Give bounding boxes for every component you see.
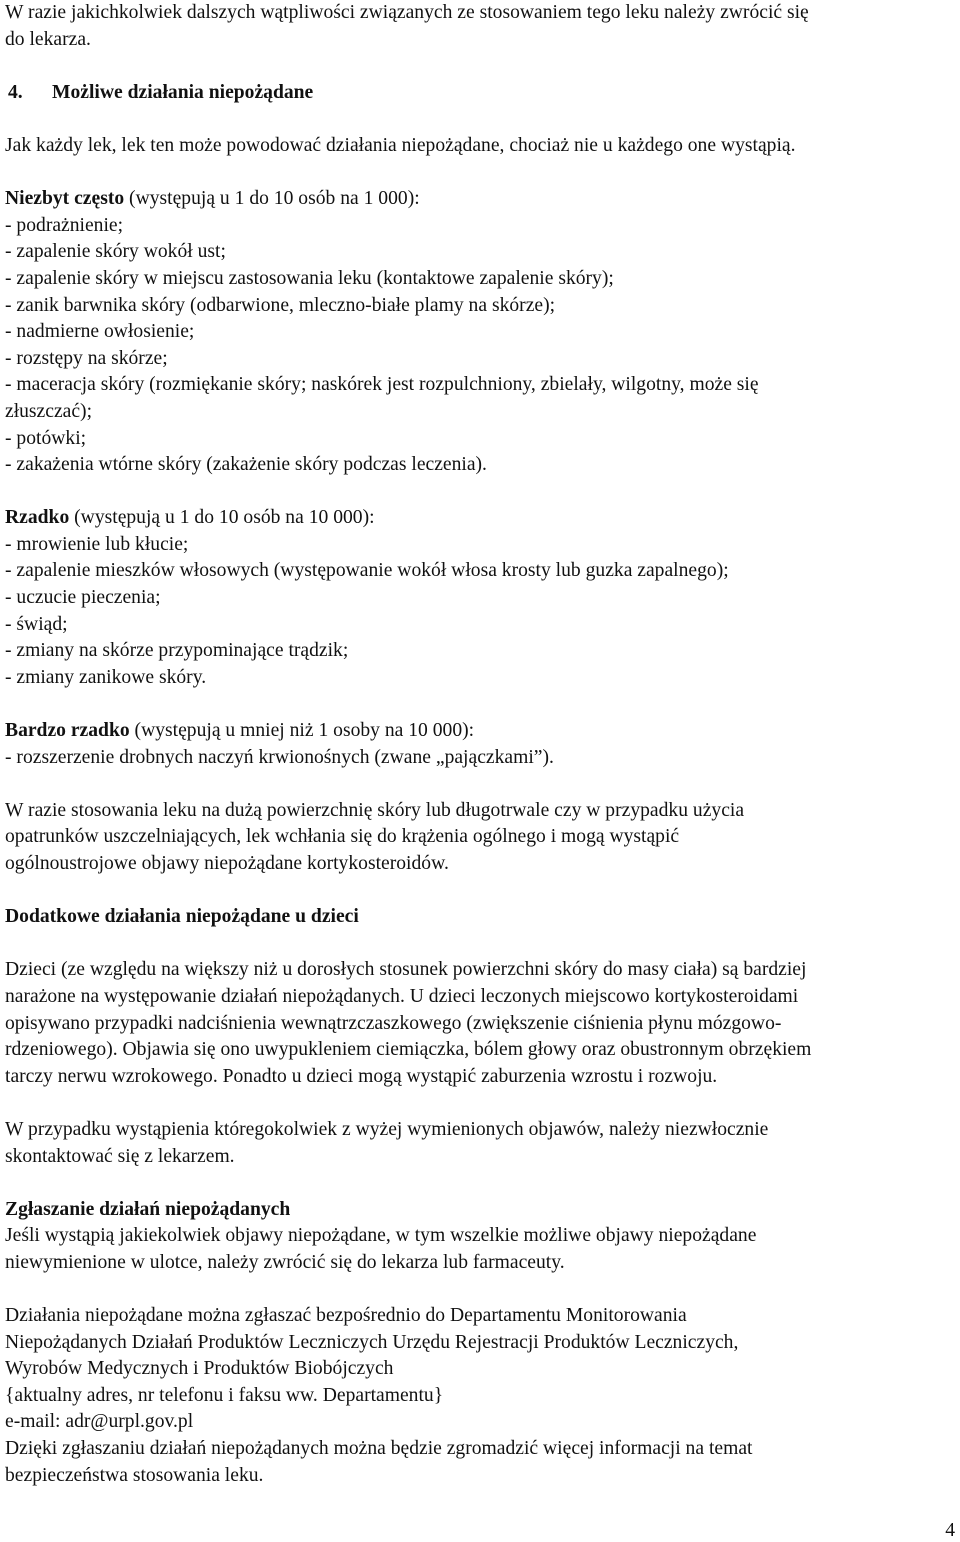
text-line: Dzieci (ze względu na większy niż u dorosłych stosunek powierzchni skóry do masy ciała) są bardziej bbox=[5, 959, 807, 981]
text-line: W przypadku wystąpienia któregokolwiek z wyżej wymienionych objawów, należy niezwłocznie bbox=[5, 1118, 769, 1140]
frequency-label: Niezbyt często bbox=[5, 188, 125, 210]
list-item: - rozstępy na skórze; bbox=[5, 347, 168, 369]
text-line: ogólnoustrojowe objawy niepożądane kortykosteroidów. bbox=[5, 853, 449, 874]
section-heading bbox=[5, 80, 955, 107]
list-item: - mrowienie lub kłucie; bbox=[5, 533, 189, 555]
very-rare-effects bbox=[5, 718, 955, 771]
text-line: bezpieczeństwa stosowania leku. bbox=[5, 1464, 264, 1486]
reporting-section bbox=[5, 1197, 955, 1277]
authority-paragraph bbox=[5, 1303, 955, 1489]
text-line: Wyrobów Medycznych i Produktów Biobójczych bbox=[5, 1358, 394, 1380]
text-line: Dzięki zgłaszaniu działań niepożądanych można będzie zgromadzić więcej informacji na temat bbox=[5, 1438, 753, 1460]
section-intro bbox=[5, 133, 955, 160]
frequency-label: Bardzo rzadko bbox=[5, 720, 130, 742]
rare-effects bbox=[5, 505, 955, 691]
frequency-heading bbox=[5, 718, 955, 745]
list-item: - maceracja skóry (rozmiękanie skóry; naskórek jest rozpulchniony, zbielały, wilgotny, może się bbox=[5, 374, 759, 396]
email-line: e-mail: adr@urpl.gov.pl bbox=[5, 1411, 194, 1433]
text-line: W razie stosowania leku na dużą powierzchnię skóry lub długotrwale czy w przypadku użycia bbox=[5, 799, 745, 821]
list-item: - rozszerzenie drobnych naczyń krwionośnych (zwane „pajączkami”). bbox=[5, 746, 554, 768]
text-line: do lekarza. bbox=[5, 28, 91, 50]
frequency-heading bbox=[5, 505, 955, 532]
text-line: opatrunków uszczelniających, lek wchłania się do krążenia ogólnego i mogą wystąpić bbox=[5, 826, 680, 848]
frequency-qualifier: (występują u mniej niż 1 osoby na 10 000): bbox=[129, 720, 475, 742]
list-item: - potówki; bbox=[5, 427, 87, 449]
text-line: skontaktować się z lekarzem. bbox=[5, 1145, 235, 1167]
uncommon-effects bbox=[5, 186, 955, 479]
list-item: - uczucie pieczenia; bbox=[5, 587, 161, 609]
text-line: Działania niepożądane można zgłaszać bezpośrednio do Departamentu Monitorowania bbox=[5, 1305, 687, 1327]
text-line: Niepożądanych Działań Produktów Leczniczych Urzędu Rejestracji Produktów Leczniczych, bbox=[5, 1331, 739, 1353]
document-page bbox=[5, 0, 955, 1489]
list-item: - zapalenie mieszków włosowych (występowanie wokół włosa krosty lub guzka zapalnego); bbox=[5, 560, 729, 582]
text-line: rdzeniowego). Objawia się ono uwypukleniem ciemiączka, bólem głowy oraz obustronnym obrzękiem bbox=[5, 1039, 812, 1061]
frequency-heading bbox=[5, 186, 955, 213]
list-item: - zanik barwnika skóry (odbarwione, mleczno-białe plamy na skórze); bbox=[5, 294, 556, 316]
list-item: - zapalenie skóry w miejscu zastosowania leku (kontaktowe zapalenie skóry); bbox=[5, 267, 614, 289]
section-number: 4. bbox=[8, 81, 23, 103]
children-paragraph bbox=[5, 957, 955, 1090]
text-line: {aktualny adres, nr telefonu i faksu ww. Departamentu} bbox=[5, 1384, 444, 1406]
list-item: - nadmierne owłosienie; bbox=[5, 321, 195, 343]
list-item: - podrażnienie; bbox=[5, 214, 124, 236]
list-item: - zapalenie skóry wokół ust; bbox=[5, 241, 226, 263]
list-item: - zmiany na skórze przypominające trądzik; bbox=[5, 640, 349, 662]
contact-paragraph bbox=[5, 1117, 955, 1170]
section-title: Możliwe działania niepożądane bbox=[52, 81, 314, 103]
frequency-qualifier: (występują u 1 do 10 osób na 1 000): bbox=[124, 188, 420, 210]
frequency-qualifier: (występują u 1 do 10 osób na 10 000): bbox=[69, 507, 375, 529]
list-item: - świąd; bbox=[5, 613, 68, 635]
text-line: Jeśli wystąpią jakiekolwiek objawy niepożądane, w tym wszelkie możliwe objawy niepożądane bbox=[5, 1225, 757, 1247]
text-line: opisywano przypadki nadciśnienia wewnątrzczaszkowego (zwiększenie ciśnienia płynu mózgowo- bbox=[5, 1012, 782, 1034]
page-number: 4 bbox=[945, 1520, 955, 1541]
text-line: W razie jakichkolwiek dalszych wątpliwości związanych ze stosowaniem tego leku należy zwrócić się bbox=[5, 2, 809, 23]
intro-paragraph bbox=[5, 0, 955, 53]
list-item: - zmiany zanikowe skóry. bbox=[5, 666, 207, 688]
text-line: narażone na występowanie działań niepożądanych. U dzieci leczonych miejscowo kortykosteroidami bbox=[5, 985, 799, 1007]
frequency-label: Rzadko bbox=[5, 507, 70, 529]
list-item: złuszczać); bbox=[5, 400, 93, 422]
children-heading: Dodatkowe działania niepożądane u dzieci bbox=[5, 906, 359, 928]
reporting-heading: Zgłaszanie działań niepożądanych bbox=[5, 1198, 291, 1220]
text-line: tarczy nerwu wzrokowego. Ponadto u dzieci mogą wystąpić zaburzenia wzrostu i rozwoju. bbox=[5, 1065, 718, 1087]
text-line: niewymienione w ulotce, należy zwrócić się do lekarza lub farmaceuty. bbox=[5, 1251, 565, 1273]
systemic-effects-paragraph bbox=[5, 798, 955, 878]
list-item: - zakażenia wtórne skóry (zakażenie skóry podczas leczenia). bbox=[5, 454, 487, 476]
text-line: Jak każdy lek, lek ten może powodować działania niepożądane, chociaż nie u każdego one wystąpią. bbox=[5, 134, 796, 156]
